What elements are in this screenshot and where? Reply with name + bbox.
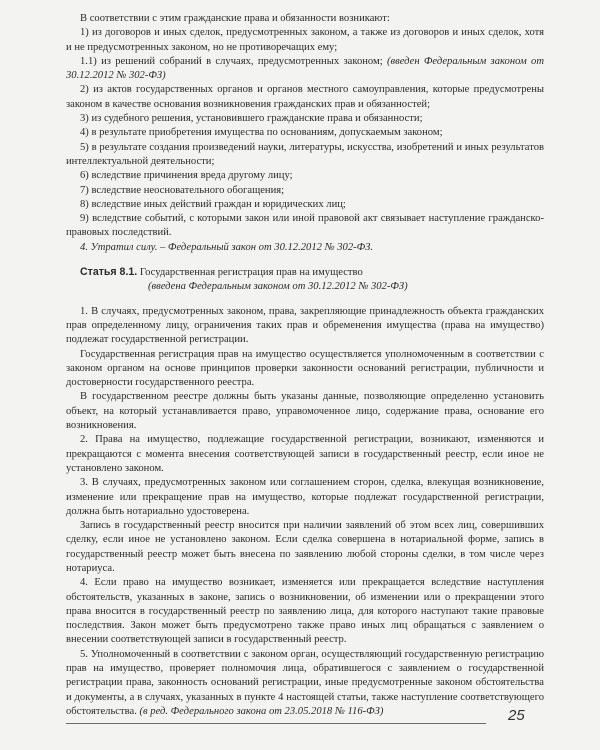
article-paragraph: 1. В случаях, предусмотренных законом, права, закрепляющие принадлежность объекта гражданских прав определенному лицу, ограничения таких прав и обременения имущества (права на имущество) подлежат государственной регистрации. xyxy=(66,305,544,346)
list-item xyxy=(66,141,544,170)
list-item-text: 9) вследствие событий, с которыми закон или иной правовой акт связывает наступление гражданско-правовых последствий. xyxy=(66,213,544,239)
article-paragraph: 3. В случаях, предусмотренных законом или соглашением сторон, сделка, влекущая возникновение, изменение или прекращение прав на имущество, которые подлежат государственной регистрации, должна быть нотариально удостоверена. xyxy=(66,477,544,517)
article-heading xyxy=(66,265,544,295)
list-item-text: 6) вследствие причинения вреда другому лицу; xyxy=(80,170,293,182)
list-item xyxy=(66,198,544,212)
list-item-text: 8) вследствие иных действий граждан и юридических лиц; xyxy=(80,198,346,210)
list-item-text: 5) в результате создания произведений науки, литературы, искусства, изобретений и иных результатов интеллектуальной деятельности; xyxy=(66,141,544,167)
footer-rule xyxy=(66,723,486,724)
article-note: (введена Федеральным законом от 30.12.2012 № 302-ФЗ) xyxy=(148,281,408,293)
article-paragraph: Государственная регистрация прав на имущество осуществляется уполномоченным в соответствии с законом органом на основе принципов проверки законности оснований регистрации, публичности и достоверности государственного реестра. xyxy=(66,348,544,389)
list-item xyxy=(66,112,544,126)
intro-paragraph: В соответствии с этим гражданские права и обязанности возникают: xyxy=(80,13,390,24)
list-item-text: 3) из судебного решения, установившего гражданские права и обязанности; xyxy=(80,113,423,125)
page-number: 25 xyxy=(508,707,525,724)
article-number: Статья 8.1. xyxy=(80,266,138,279)
list-item xyxy=(66,126,544,140)
paragraph-text: 5. Уполномоченный в соответствии с законом орган, осуществляющий государственную регистрацию прав на имущество, проверяет полномочия лица, обратившегося с заявлением о государственной регистрации права, законность оснований регистрации, иные предусмотренные законом обстоятельства и документы, а в случаях, указанных в пункте 4 настоящей статьи, также наступление соответствующего обстоятельства. xyxy=(66,648,544,717)
list-item-text: 7) вследствие неосновательного обогащения; xyxy=(80,184,285,196)
article-paragraph: 4. Если право на имущество возникает, изменяется или прекращается вследствие наступления обстоятельств, указанных в законе, запись о возникновении, об изменении или о прекращении этого права вносится в государственный реестр по заявлению лица, для которого наступают такие правовые последствия. Закон может быть предусмотрено также право иных лиц обращаться с заявлением о внесении соответствующей записи в государственный реестр. xyxy=(66,577,544,646)
lapsed-clause: 4. Утратил силу. – Федеральный закон от 30.12.2012 № 302-ФЗ. xyxy=(80,241,374,253)
article-paragraph: 2. Права на имущество, подлежащие государственной регистрации, возникают, изменяются и прекращаются с момента внесения соответствующей записи в государственный реестр, если иное не установлено законом. xyxy=(66,434,544,474)
document-page xyxy=(66,12,544,719)
article-paragraph: Запись в государственный реестр вносится при наличии заявлений об этом всех лиц, совершивших сделку, если иное не установлено законом. Если сделка совершена в нотариальной форме, запись в государственный реестр может быть внесена по заявлению любой стороны сделки, в том числе через нотариуса. xyxy=(66,520,544,574)
list-item-text: 1.1) из решений собраний в случаях, предусмотренных законом; xyxy=(80,55,383,67)
list-item xyxy=(66,184,544,198)
list-item xyxy=(66,83,544,112)
list-item xyxy=(66,212,544,241)
list-item-text: 2) из актов государственных органов и органов местного самоуправления, которые предусмотрены законом в качестве основания возникновения гражданских прав и обязанностей; xyxy=(66,84,544,110)
article-title: Государственная регистрация прав на имущество xyxy=(139,267,363,279)
list-item xyxy=(66,26,544,55)
article-paragraph-last xyxy=(66,648,544,719)
article-paragraph: В государственном реестре должны быть указаны данные, позволяющие определенно установить объект, на который устанавливается право, управомоченное лицо, содержание права, основание его возникновения. xyxy=(66,391,544,432)
amendment-note: (в ред. Федерального закона от 23.05.2018 № 116-ФЗ) xyxy=(139,705,384,717)
list-item xyxy=(66,55,544,84)
list-item-text: 4) в результате приобретения имущества по основаниям, допускаемым законом; xyxy=(80,127,443,139)
list-item xyxy=(66,169,544,183)
list-item-text: 1) из договоров и иных сделок, предусмотренных законом, а также из договоров и иных сделок, хотя и не предусмотренных законом, но не противоречащих ему; xyxy=(66,27,544,53)
amendment-note: (введен Федеральным законом от 30.12.2012 № 302-ФЗ) xyxy=(66,55,544,82)
